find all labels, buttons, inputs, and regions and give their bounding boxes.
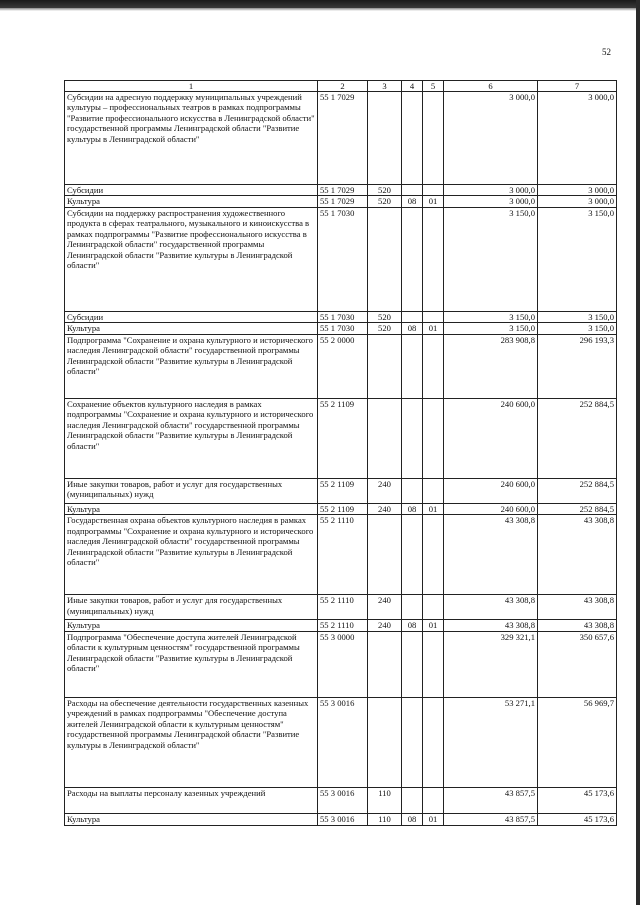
amount-year-1: 283 908,8 — [444, 334, 538, 398]
expense-type-code — [368, 334, 402, 398]
target-article-code: 55 1 7030 — [318, 323, 368, 334]
header-cell-3: 3 — [368, 81, 402, 92]
amount-year-1: 3 000,0 — [444, 92, 538, 185]
expense-type-code — [368, 631, 402, 697]
target-article-code: 55 2 1109 — [318, 398, 368, 478]
section-code — [402, 515, 423, 595]
subsection-code: 01 — [423, 813, 444, 825]
table-row — [65, 503, 617, 514]
section-code — [402, 697, 423, 787]
header-cell-7: 7 — [538, 81, 617, 92]
expense-type-code: 240 — [368, 620, 402, 631]
subsection-code — [423, 207, 444, 311]
target-article-code: 55 1 7029 — [318, 196, 368, 207]
table-row — [65, 595, 617, 620]
target-article-code: 55 2 1109 — [318, 503, 368, 514]
scan-edge-shadow — [0, 8, 640, 11]
amount-year-2: 43 308,8 — [538, 515, 617, 595]
item-name: Субсидии — [65, 185, 318, 196]
subsection-code — [423, 697, 444, 787]
item-name: Государственная охрана объектов культурного наследия в рамках подпрограммы "Сохранение и охрана культурного и исторического наследия Ленинградской области" государственной программы Ленинградской области "Развитие культуры в Ленинградской области" — [65, 515, 318, 595]
amount-year-2: 43 308,8 — [538, 595, 617, 620]
subsection-code: 01 — [423, 620, 444, 631]
amount-year-1: 43 857,5 — [444, 787, 538, 813]
item-name: Иные закупки товаров, работ и услуг для государственных (муниципальных) нужд — [65, 595, 318, 620]
target-article-code: 55 2 1109 — [318, 478, 368, 503]
item-name: Культура — [65, 813, 318, 825]
subsection-code — [423, 398, 444, 478]
subsection-code — [423, 478, 444, 503]
table-row — [65, 311, 617, 322]
expense-type-code — [368, 515, 402, 595]
target-article-code: 55 3 0016 — [318, 697, 368, 787]
item-name: Расходы на выплаты персоналу казенных учреждений — [65, 787, 318, 813]
table-row — [65, 196, 617, 207]
item-name: Сохранение объектов культурного наследия в рамках подпрограммы "Сохранение и охрана культурного и исторического наследия Ленинградской области" государственной программы Ленинградской области "Развитие культуры в Ленинградской области" — [65, 398, 318, 478]
target-article-code: 55 2 0000 — [318, 334, 368, 398]
amount-year-2: 3 000,0 — [538, 196, 617, 207]
table-row — [65, 207, 617, 311]
amount-year-1: 53 271,1 — [444, 697, 538, 787]
header-cell-2: 2 — [318, 81, 368, 92]
subsection-code — [423, 185, 444, 196]
target-article-code: 55 1 7029 — [318, 185, 368, 196]
section-code — [402, 92, 423, 185]
item-name: Субсидии на поддержку распространения художественного продукта в сферах театрального, музыкального и киноискусства в рамках подпрограммы "Развитие профессионального искусства в Ленинградской области" государственной программы Ленинградской области "Развитие культуры в Ленинградской области" — [65, 207, 318, 311]
expense-type-code — [368, 697, 402, 787]
expense-type-code: 110 — [368, 787, 402, 813]
amount-year-1: 240 600,0 — [444, 503, 538, 514]
amount-year-2: 3 150,0 — [538, 323, 617, 334]
section-code: 08 — [402, 620, 423, 631]
amount-year-1: 3 150,0 — [444, 323, 538, 334]
expense-type-code — [368, 207, 402, 311]
scan-edge-right — [636, 0, 640, 905]
expense-type-code: 520 — [368, 196, 402, 207]
table-row — [65, 813, 617, 825]
table-row — [65, 334, 617, 398]
subsection-code: 01 — [423, 323, 444, 334]
subsection-code: 01 — [423, 196, 444, 207]
table-row — [65, 787, 617, 813]
table-row — [65, 515, 617, 595]
target-article-code: 55 3 0016 — [318, 813, 368, 825]
table-row — [65, 323, 617, 334]
subsection-code: 01 — [423, 503, 444, 514]
amount-year-2: 45 173,6 — [538, 813, 617, 825]
section-code — [402, 311, 423, 322]
target-article-code: 55 2 1110 — [318, 595, 368, 620]
amount-year-1: 329 321,1 — [444, 631, 538, 697]
section-code: 08 — [402, 323, 423, 334]
amount-year-2: 3 000,0 — [538, 92, 617, 185]
amount-year-1: 43 857,5 — [444, 813, 538, 825]
amount-year-2: 3 000,0 — [538, 185, 617, 196]
table-row — [65, 185, 617, 196]
expense-type-code: 520 — [368, 311, 402, 322]
expense-type-code: 240 — [368, 478, 402, 503]
section-code — [402, 185, 423, 196]
header-cell-5: 5 — [423, 81, 444, 92]
amount-year-2: 296 193,3 — [538, 334, 617, 398]
target-article-code: 55 2 1110 — [318, 515, 368, 595]
target-article-code: 55 3 0016 — [318, 787, 368, 813]
item-name: Культура — [65, 620, 318, 631]
amount-year-2: 252 884,5 — [538, 478, 617, 503]
item-name: Культура — [65, 323, 318, 334]
page-number: 52 — [602, 47, 611, 57]
subsection-code — [423, 595, 444, 620]
expense-type-code: 240 — [368, 503, 402, 514]
header-cell-4: 4 — [402, 81, 423, 92]
table-row — [65, 697, 617, 787]
table-row — [65, 631, 617, 697]
section-code — [402, 478, 423, 503]
amount-year-1: 240 600,0 — [444, 398, 538, 478]
expense-type-code: 240 — [368, 595, 402, 620]
table-row — [65, 398, 617, 478]
amount-year-2: 252 884,5 — [538, 398, 617, 478]
amount-year-2: 43 308,8 — [538, 620, 617, 631]
target-article-code: 55 1 7029 — [318, 92, 368, 185]
amount-year-1: 43 308,8 — [444, 595, 538, 620]
header-row — [65, 81, 617, 92]
item-name: Субсидии — [65, 311, 318, 322]
budget-table — [64, 80, 617, 826]
section-code — [402, 595, 423, 620]
expense-type-code — [368, 92, 402, 185]
item-name: Иные закупки товаров, работ и услуг для государственных (муниципальных) нужд — [65, 478, 318, 503]
item-name: Расходы на обеспечение деятельности государственных казенных учреждений в рамках подпрограммы "Обеспечение доступа жителей Ленинградской области к культурным ценностям" государственной программы Ленинградской области "Развитие культуры в Ленинградской области" — [65, 697, 318, 787]
target-article-code: 55 1 7030 — [318, 207, 368, 311]
header-cell-6: 6 — [444, 81, 538, 92]
amount-year-2: 350 657,6 — [538, 631, 617, 697]
subsection-code — [423, 311, 444, 322]
item-name: Субсидии на адресную поддержку муниципальных учреждений культуры – профессиональных театров в рамках подпрограммы "Развитие профессионального искусства в Ленинградской области" государственной программы Ленинградской области "Развитие культуры в Ленинградской области" — [65, 92, 318, 185]
target-article-code: 55 3 0000 — [318, 631, 368, 697]
amount-year-2: 56 969,7 — [538, 697, 617, 787]
amount-year-1: 3 000,0 — [444, 185, 538, 196]
section-code — [402, 631, 423, 697]
subsection-code — [423, 515, 444, 595]
section-code — [402, 207, 423, 311]
section-code — [402, 334, 423, 398]
subsection-code — [423, 92, 444, 185]
subsection-code — [423, 787, 444, 813]
amount-year-1: 240 600,0 — [444, 478, 538, 503]
section-code: 08 — [402, 196, 423, 207]
header-cell-1: 1 — [65, 81, 318, 92]
subsection-code — [423, 631, 444, 697]
expense-type-code: 520 — [368, 185, 402, 196]
item-name: Культура — [65, 503, 318, 514]
amount-year-1: 3 000,0 — [444, 196, 538, 207]
scan-edge-top — [0, 0, 640, 8]
section-code: 08 — [402, 503, 423, 514]
table-row — [65, 620, 617, 631]
target-article-code: 55 1 7030 — [318, 311, 368, 322]
expense-type-code: 110 — [368, 813, 402, 825]
item-name: Подпрограмма "Сохранение и охрана культурного и исторического наследия Ленинградской области" государственной программы Ленинградской области "Развитие культуры в Ленинградской области" — [65, 334, 318, 398]
amount-year-2: 3 150,0 — [538, 311, 617, 322]
amount-year-1: 43 308,8 — [444, 515, 538, 595]
subsection-code — [423, 334, 444, 398]
expense-type-code: 520 — [368, 323, 402, 334]
section-code: 08 — [402, 813, 423, 825]
amount-year-1: 3 150,0 — [444, 311, 538, 322]
target-article-code: 55 2 1110 — [318, 620, 368, 631]
expense-type-code — [368, 398, 402, 478]
amount-year-2: 45 173,6 — [538, 787, 617, 813]
table-row — [65, 478, 617, 503]
amount-year-2: 3 150,0 — [538, 207, 617, 311]
table-row — [65, 92, 617, 185]
amount-year-2: 252 884,5 — [538, 503, 617, 514]
amount-year-1: 43 308,8 — [444, 620, 538, 631]
item-name: Культура — [65, 196, 318, 207]
section-code — [402, 787, 423, 813]
item-name: Подпрограмма "Обеспечение доступа жителей Ленинградской области к культурным ценностям" государственной программы Ленинградской области "Развитие культуры в Ленинградской области" — [65, 631, 318, 697]
section-code — [402, 398, 423, 478]
amount-year-1: 3 150,0 — [444, 207, 538, 311]
